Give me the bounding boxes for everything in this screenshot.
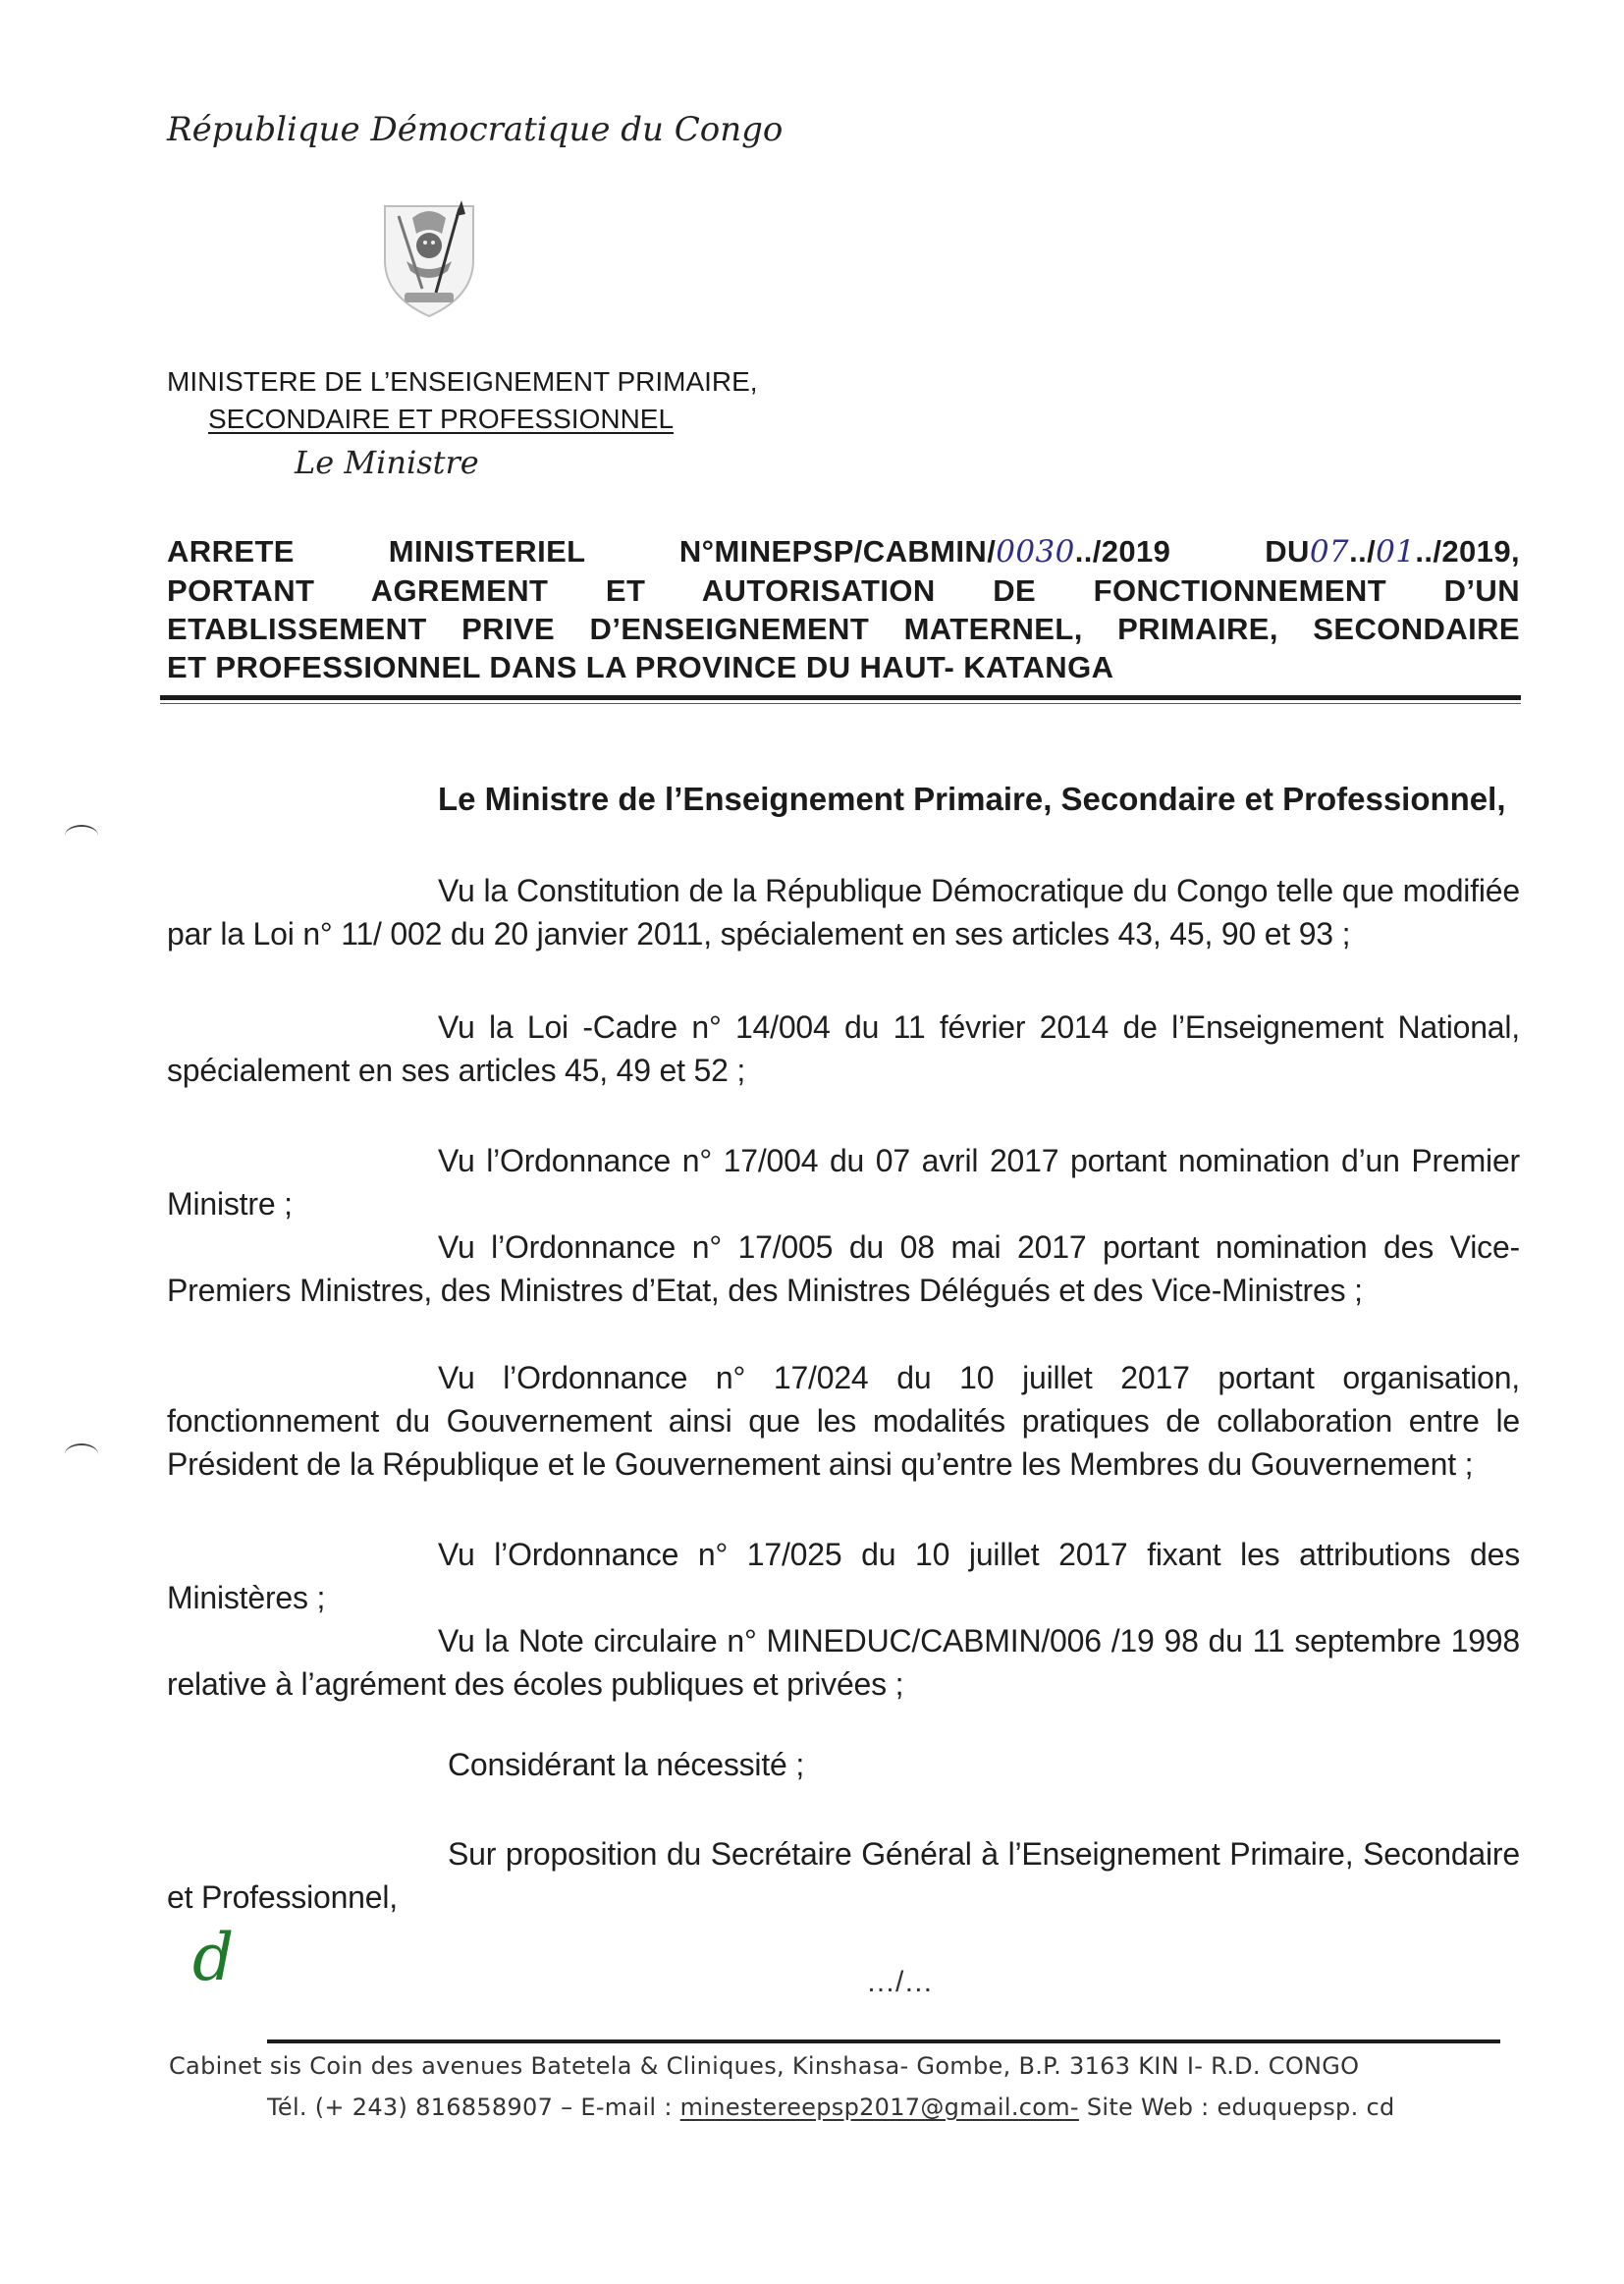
decree-date-month: 01 — [1376, 534, 1416, 570]
recital-ordonnance-17-004: Vu l’Ordonnance n° 17/004 du 07 avril 2017 portant nomination d’un Premier Ministre ; — [167, 1143, 1520, 1222]
recital-note-circulaire: Vu la Note circulaire n° MINEDUC/CABMIN/006 /19 98 du 11 septembre 1998 relative à l’agrément des écoles publiques et privées ; — [167, 1623, 1520, 1702]
handwritten-initial: d — [192, 1920, 235, 1995]
title-rule-thin — [160, 703, 1521, 704]
decree-title — [167, 532, 1520, 686]
republic-heading: République Démocratique du Congo — [167, 110, 784, 149]
punch-mark-bottom — [65, 1443, 98, 1465]
footer-website: Site Web : eduquepsp. cd — [1078, 2094, 1395, 2121]
footer-rule — [267, 2039, 1500, 2043]
recital-ordonnance-17-005: Vu l’Ordonnance n° 17/005 du 08 mai 2017 portant nomination des Vice-Premiers Ministres, des Ministres d’Etat, des Ministres Délégués et des Vice-Ministres ; — [167, 1229, 1520, 1308]
punch-mark-top — [65, 825, 98, 846]
minister-signature-title: Le Ministre — [295, 444, 479, 481]
footer-phone: Tél. (+ 243) 816858907 – E-mail : — [267, 2094, 680, 2121]
decree-date-year: /2019, — [1433, 534, 1520, 569]
ministry-name-line2: SECONDAIRE ET PROFESSIONNEL — [208, 404, 675, 434]
decree-title-line1: ARRETE MINISTERIEL N°MINEPSP/CABMIN/0030../2019 DU07../01../2019, — [167, 534, 1520, 570]
decree-ref-prefix: ARRETE MINISTERIEL N°MINEPSP/CABMIN/ — [167, 534, 997, 569]
footer-contact — [267, 2094, 1394, 2121]
ministry-name-line1: MINISTERE DE L’ENSEIGNEMENT PRIMAIRE, — [167, 366, 758, 397]
recital-loi-cadre: Vu la Loi -Cadre n° 14/004 du 11 février 2014 de l’Enseignement National, spécialement en ses articles 45, 49 et 52 ; — [167, 1009, 1520, 1088]
title-rule — [160, 695, 1521, 700]
coat-of-arms-icon — [365, 187, 493, 322]
recital-necessity: Considérant la nécessité ; — [448, 1747, 805, 1782]
recital-proposal: Sur proposition du Secrétaire Général à l’Enseignement Primaire, Secondaire et Professionnel, — [167, 1836, 1520, 1915]
page-continuation-mark: …/… — [866, 1966, 934, 1998]
preamble-heading: Le Ministre de l’Enseignement Primaire, Secondaire et Professionnel, — [438, 781, 1506, 817]
decree-number-handwritten: 0030 — [996, 534, 1075, 570]
decree-title-line3: ETABLISSEMENT PRIVE D’ENSEIGNEMENT MATERNEL, PRIMAIRE, SECONDAIRE — [167, 612, 1520, 646]
decree-date-day: 07 — [1309, 534, 1350, 570]
decree-title-line2: PORTANT AGREMENT ET AUTORISATION DE FONCTIONNEMENT D’UN — [167, 573, 1520, 608]
recital-constitution: Vu la Constitution de la République Démocratique du Congo telle que modifiée par la Loi n° 11/ 002 du 20 janvier 2011, spécialement en ses articles 43, 45, 90 et 93 ; — [167, 873, 1520, 952]
decree-title-line4: ET PROFESSIONNEL DANS LA PROVINCE DU HAUT- KATANGA — [167, 650, 1114, 684]
decree-date-prefix: /2019 DU — [1092, 534, 1310, 569]
recital-ordonnance-17-025: Vu l’Ordonnance n° 17/025 du 10 juillet 2017 fixant les attributions des Ministères ; — [167, 1537, 1520, 1615]
recital-ordonnance-17-024: Vu l’Ordonnance n° 17/024 du 10 juillet 2017 portant organisation, fonctionnement du Gouvernement ainsi que les modalités pratiques de collaboration entre le Président de la République et le Gouvernement ainsi qu’entre les Membres du Gouvernement ; — [167, 1360, 1520, 1482]
footer-address: Cabinet sis Coin des avenues Batetela & Cliniques, Kinshasa- Gombe, B.P. 3163 KIN I- R.D. CONGO — [169, 2052, 1360, 2080]
footer-email-link[interactable]: minestereepsp2017@gmail.com- — [679, 2094, 1079, 2121]
